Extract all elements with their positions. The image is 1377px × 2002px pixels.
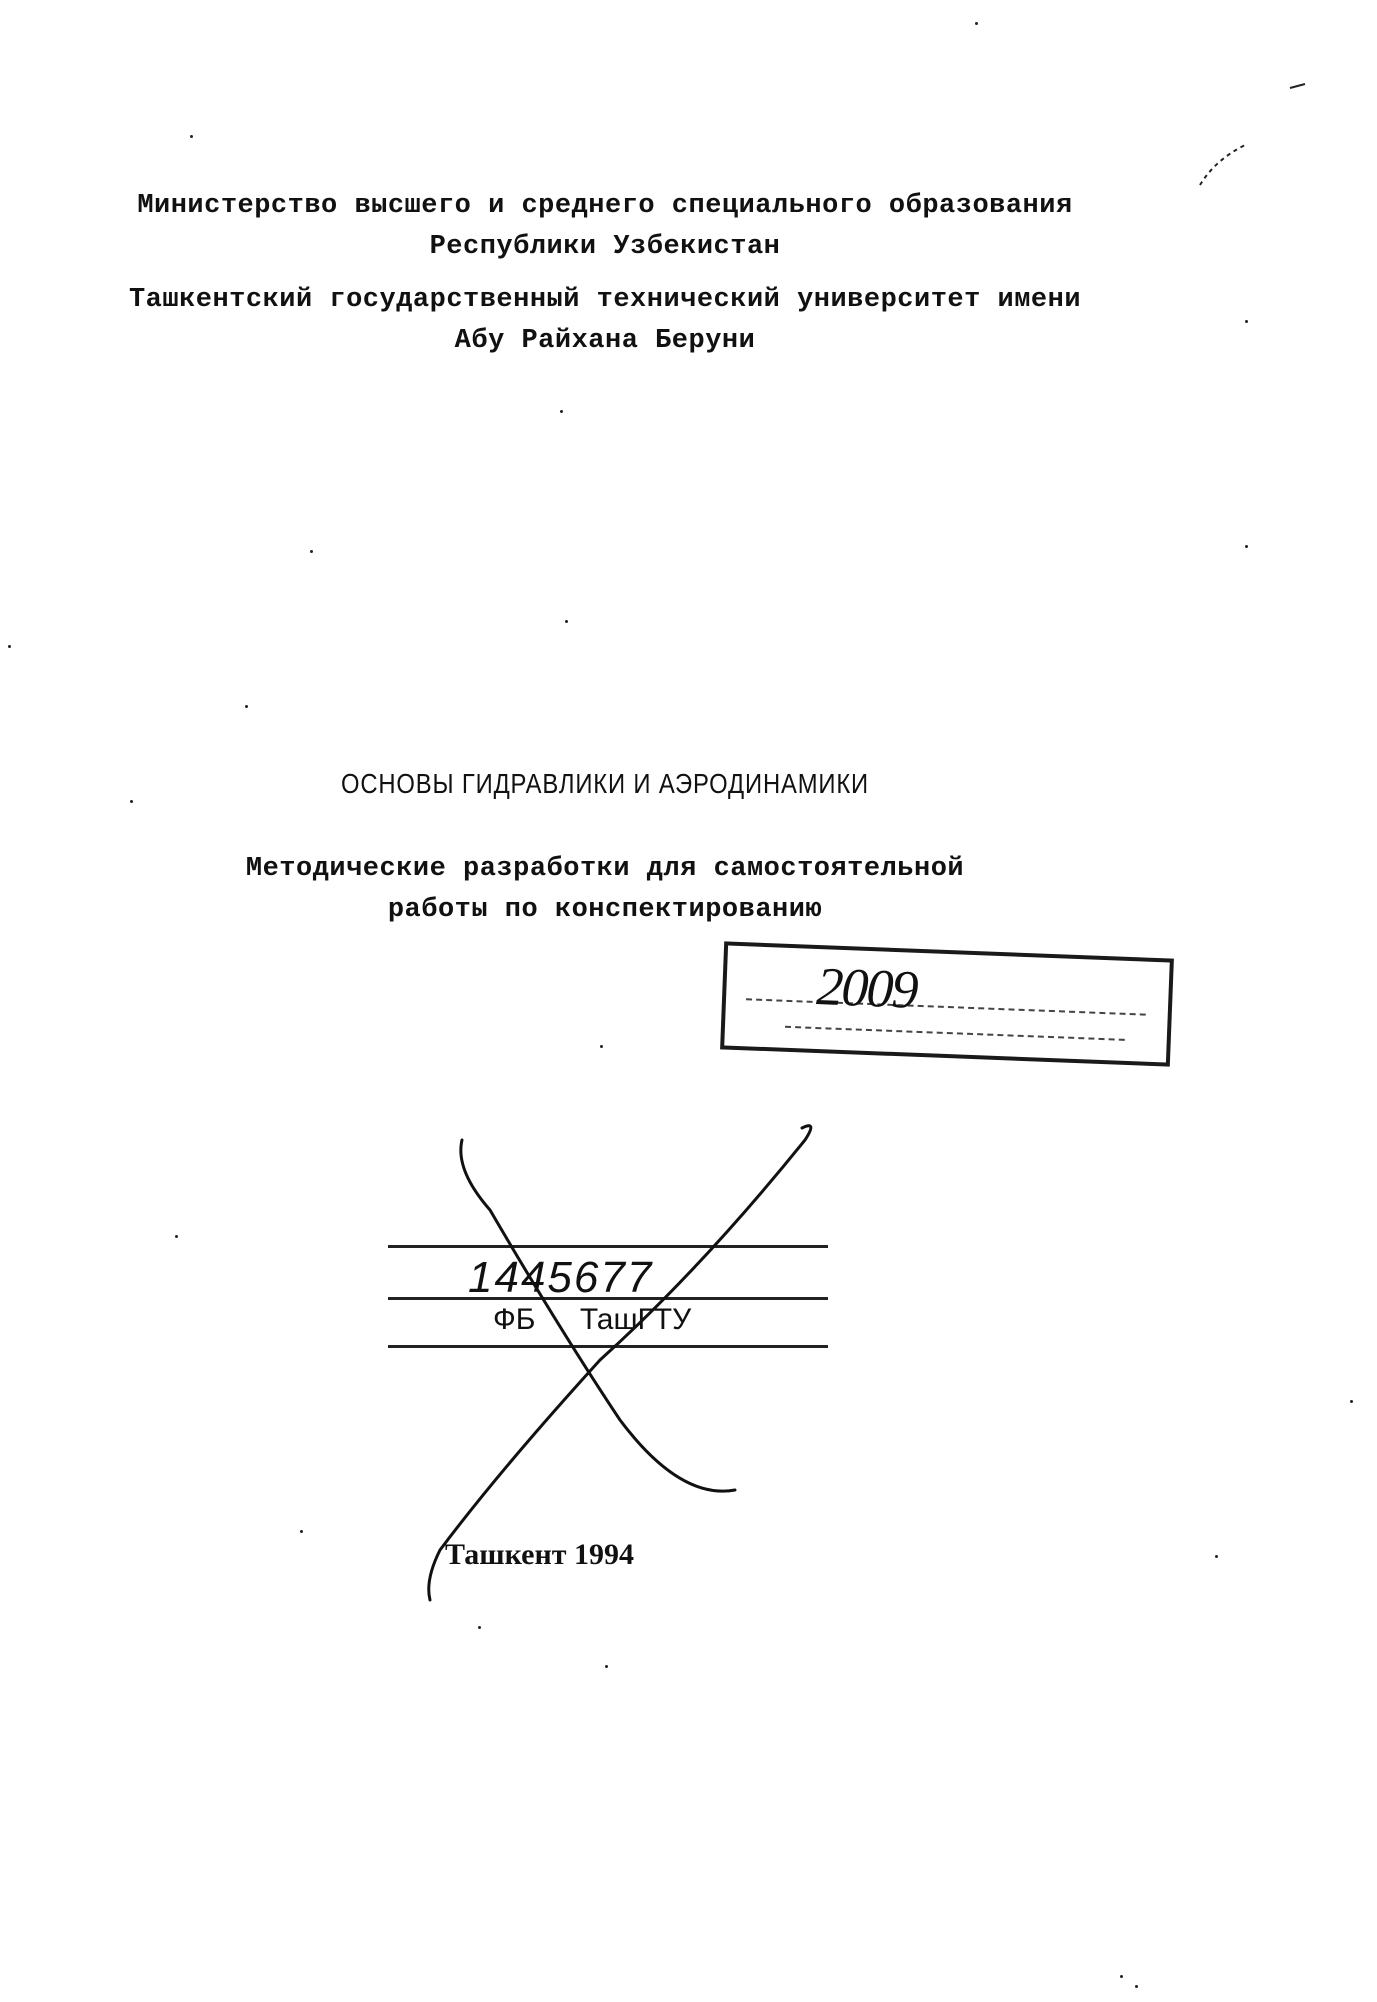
scan-speck <box>300 1530 303 1533</box>
scan-speck <box>600 1045 603 1048</box>
document-title: ОСНОВЫ ГИДРАВЛИКИ И АЭРОДИНАМИКИ <box>340 768 870 799</box>
inventory-number: 1445677 <box>468 1253 654 1302</box>
ministry-line-1: Министерство высшего и среднего специального образования <box>137 191 1073 221</box>
university-line-2: Абу Райхана Беруни <box>454 326 756 356</box>
scan-speck <box>478 1626 481 1629</box>
scan-speck <box>1120 1975 1123 1978</box>
ministry-line-2: Республики Узбекистан <box>429 232 781 262</box>
handwritten-year: 2009 <box>815 956 918 1020</box>
subtitle-line-2: работы по конспектированию <box>387 895 823 925</box>
scan-speck <box>175 1235 178 1238</box>
scan-speck <box>1135 1985 1138 1988</box>
scan-speck <box>1245 320 1248 323</box>
scan-speck <box>190 135 193 138</box>
library-name: ФБ ТашГТУ <box>493 1303 692 1336</box>
scan-speck <box>1350 1400 1353 1403</box>
scan-speck <box>975 22 978 25</box>
scan-speck <box>565 620 568 623</box>
scan-mark <box>1200 145 1245 185</box>
scan-speck <box>1245 545 1248 548</box>
scan-speck <box>245 705 248 708</box>
place-and-year: Ташкент 1994 <box>445 1538 634 1571</box>
subtitle-line-1: Методические разработки для самостоятельной <box>245 854 965 884</box>
scan-speck <box>8 645 11 648</box>
scan-speck <box>605 1665 608 1668</box>
scan-speck <box>310 550 313 553</box>
scan-speck <box>1215 1555 1218 1558</box>
scan-speck <box>130 800 133 803</box>
cross-stroke-2 <box>429 1126 811 1600</box>
scan-mark <box>1290 84 1305 88</box>
university-line-1: Ташкентский государственный технический университет имени <box>128 285 1082 315</box>
scan-speck <box>560 410 563 413</box>
cross-stroke-1 <box>461 1140 735 1491</box>
